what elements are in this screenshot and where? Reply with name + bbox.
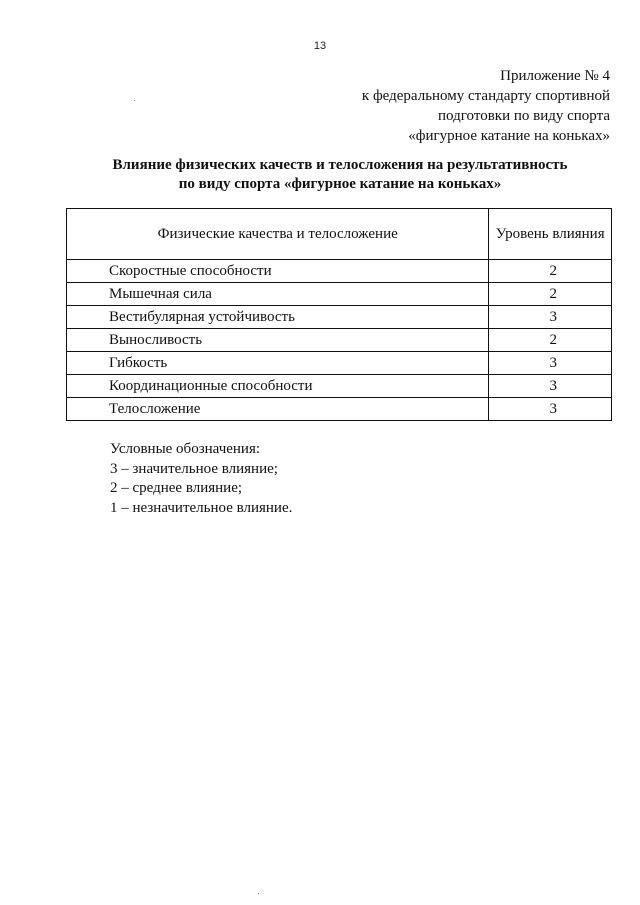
table-row	[67, 306, 612, 329]
legend-item: 1 – незначительное влияние.	[110, 499, 293, 516]
page-number: 13	[313, 40, 327, 52]
legend-item: 2 – среднее влияние;	[110, 480, 243, 496]
annex-line: подготовки по виду спорта	[438, 108, 610, 124]
table-row	[67, 260, 612, 283]
quality-cell: Скоростные способности	[67, 260, 489, 283]
quality-cell: Координационные способности	[67, 375, 489, 398]
annex-line: к федеральному стандарту спортивной	[361, 88, 610, 104]
legend-heading: Условные обозначения:	[110, 441, 261, 457]
legend-item: 3 – значительное влияние;	[110, 460, 278, 477]
annex-line: Приложение № 4	[500, 68, 610, 84]
table-row	[67, 329, 612, 352]
table-row	[67, 398, 612, 421]
level-cell: 2	[489, 329, 612, 352]
quality-cell: Вестибулярная устойчивость	[67, 306, 489, 329]
table-header-row	[67, 209, 612, 260]
level-cell: 3	[489, 398, 612, 421]
level-cell: 3	[489, 375, 612, 398]
scan-speck	[258, 893, 259, 894]
level-cell: 3	[489, 306, 612, 329]
table-row	[67, 352, 612, 375]
quality-cell: Мышечная сила	[67, 283, 489, 306]
annex-line: «фигурное катание на коньках»	[408, 128, 610, 144]
legend	[110, 440, 292, 518]
quality-cell: Выносливость	[67, 329, 489, 352]
level-cell: 3	[489, 352, 612, 375]
level-cell: 2	[489, 260, 612, 283]
quality-cell: Гибкость	[67, 352, 489, 375]
title-line: по виду спорта «фигурное катание на коньках»	[178, 176, 502, 192]
level-cell: 2	[489, 283, 612, 306]
document-title	[40, 156, 640, 194]
influence-table	[66, 208, 612, 421]
quality-cell: Телосложение	[67, 398, 489, 421]
column-header-quality: Физические качества и телосложение	[67, 209, 489, 260]
annex-header	[362, 66, 610, 146]
column-header-level: Уровень влияния	[489, 209, 612, 260]
table-row	[67, 375, 612, 398]
table-row	[67, 283, 612, 306]
scan-speck	[134, 100, 135, 101]
title-line: Влияние физических качеств и телосложения на результативность	[112, 157, 568, 173]
